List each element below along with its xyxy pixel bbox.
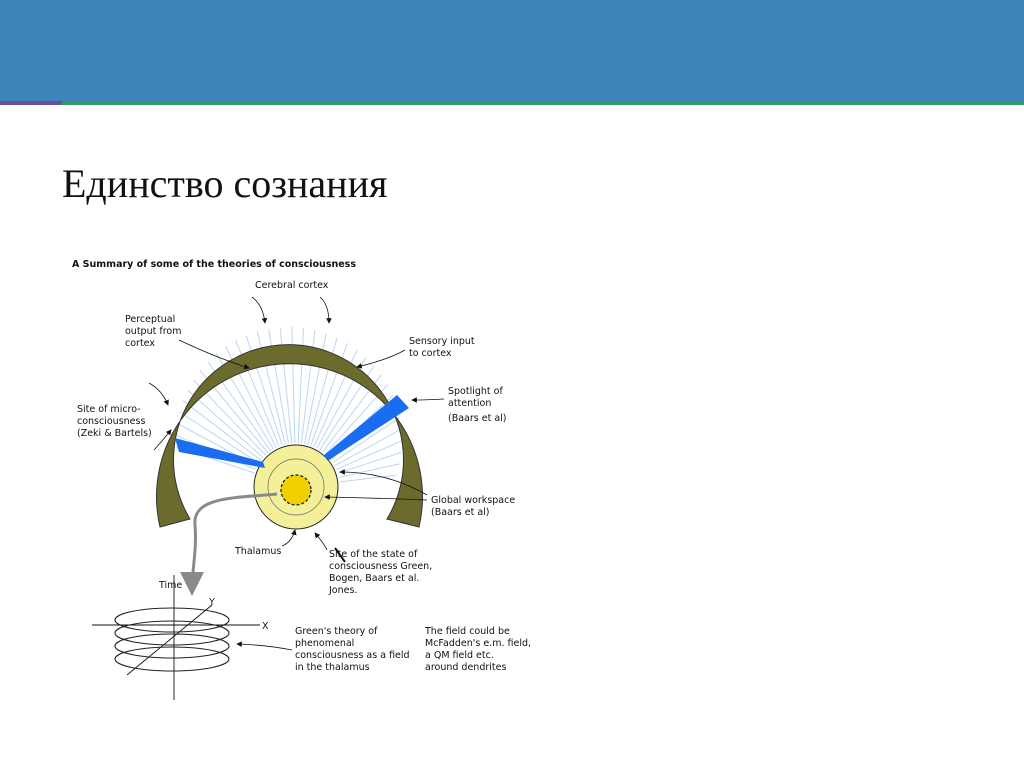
- label-state-4: Jones.: [329, 585, 358, 596]
- label-greens-2: phenomenal: [295, 638, 355, 649]
- label-time-axis: Time: [159, 580, 183, 591]
- label-sensory-1: Sensory input: [409, 336, 475, 347]
- label-baars-1: (Baars et al): [448, 413, 507, 424]
- label-micro-3: (Zeki & Bartels): [77, 428, 152, 439]
- label-field-2: McFadden's e.m. field,: [425, 638, 532, 649]
- label-micro-1: Site of micro-: [77, 404, 141, 415]
- label-greens-3: consciousness as a field: [295, 650, 410, 661]
- header-divider-accent: [0, 101, 62, 105]
- header-divider: [0, 101, 1024, 105]
- slide-header-bar: [0, 0, 1024, 101]
- label-cerebral-cortex: Cerebral cortex: [255, 280, 329, 291]
- label-spotlight-2: attention: [448, 398, 492, 409]
- label-global-workspace-2: (Baars et al): [431, 507, 490, 518]
- label-state-1: Site of the state of: [329, 549, 418, 560]
- figure-heading: A Summary of some of the theories of consciousness: [72, 259, 356, 270]
- label-field-4: around dendrites: [425, 662, 507, 673]
- label-state-3: Bogen, Baars et al.: [329, 573, 420, 584]
- label-spotlight-1: Spotlight of: [448, 386, 503, 397]
- consciousness-diagram-svg: [67, 250, 537, 700]
- label-thalamus: Thalamus: [235, 546, 282, 557]
- label-state-2: consciousness Green,: [329, 561, 433, 572]
- label-perceptual-2: output from: [125, 326, 182, 337]
- label-perceptual-1: Perceptual: [125, 314, 176, 325]
- global-workspace-core: [281, 475, 311, 505]
- label-perceptual-3: cortex: [125, 338, 155, 349]
- slide-title: Единство сознания: [62, 161, 388, 206]
- label-greens-4: in the thalamus: [295, 662, 370, 673]
- label-greens-1: Green's theory of: [295, 626, 378, 637]
- label-field-3: a QM field etc.: [425, 650, 494, 661]
- label-micro-2: consciousness: [77, 416, 146, 427]
- label-global-workspace-1: Global workspace: [431, 495, 516, 506]
- label-y-axis: Y: [209, 597, 215, 608]
- label-field-1: The field could be: [425, 626, 510, 637]
- label-sensory-2: to cortex: [409, 348, 452, 359]
- label-x-axis: X: [262, 621, 269, 632]
- consciousness-diagram: [67, 250, 537, 700]
